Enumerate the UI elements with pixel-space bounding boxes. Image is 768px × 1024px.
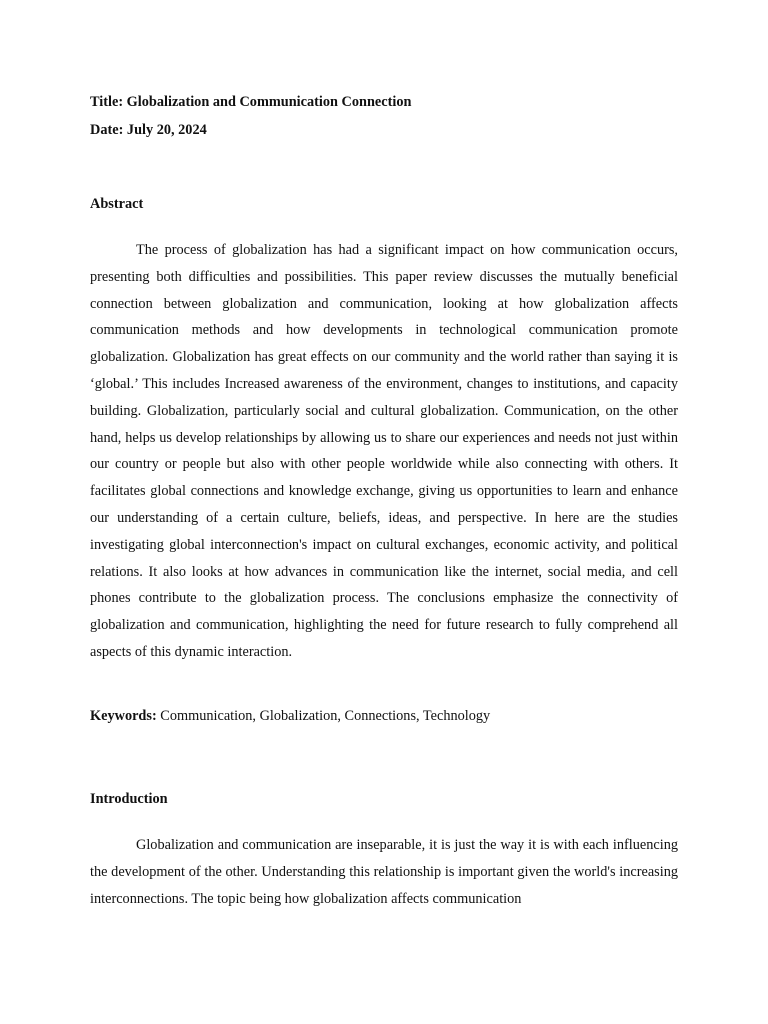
keywords-block xyxy=(90,706,678,726)
keywords-value: Communication, Globalization, Connections, Technology xyxy=(156,708,491,724)
abstract-body: The process of globalization has had a significant impact on how communication occurs, presenting both difficulties and possibilities. This paper review discusses the mutually beneficial connection between globalization and communication, looking at how globalization affects communication methods and how developments in technological communication promote globalization. Globalization has great effects on our community and the world rather than saying it is ‘global.’ This includes Increased awareness of the environment, changes to institutions, and capacity building. Globalization, particularly social and cultural globalization. Communication, on the other hand, helps us develop relationships by allowing us to share our experiences and needs not just within our country or people but also with other people worldwide while also connecting with others. It facilitates global connections and knowledge exchange, giving us opportunities to learn and enhance our understanding of a certain culture, beliefs, ideas, and perspective. In here are the studies investigating global interconnection's impact on cultural exchanges, economic activity, and political relations. It also looks at how advances in communication like the internet, social media, and cell phones contribute to the globalization process. The conclusions emphasize the connectivity of globalization and communication, highlighting the need for future research to fully comprehend all aspects of this dynamic interaction. xyxy=(90,242,678,660)
keywords-line xyxy=(90,706,678,726)
introduction-heading-block xyxy=(90,789,678,809)
document-meta xyxy=(90,88,678,144)
document-title: Title: Globalization and Communication Connection xyxy=(90,94,412,110)
abstract-section xyxy=(90,237,678,666)
introduction-section xyxy=(90,832,678,912)
document-date: Date: July 20, 2024 xyxy=(90,122,207,138)
introduction-heading: Introduction xyxy=(90,791,168,807)
keywords-label: Keywords: xyxy=(90,708,157,724)
introduction-body: Globalization and communication are inseparable, it is just the way it is with each influencing the development of the other. Understanding this relationship is important given the world's increasing interconnections. The topic being how globalization affects communication xyxy=(90,837,678,907)
abstract-heading: Abstract xyxy=(90,196,144,212)
abstract-heading-block xyxy=(90,194,678,214)
